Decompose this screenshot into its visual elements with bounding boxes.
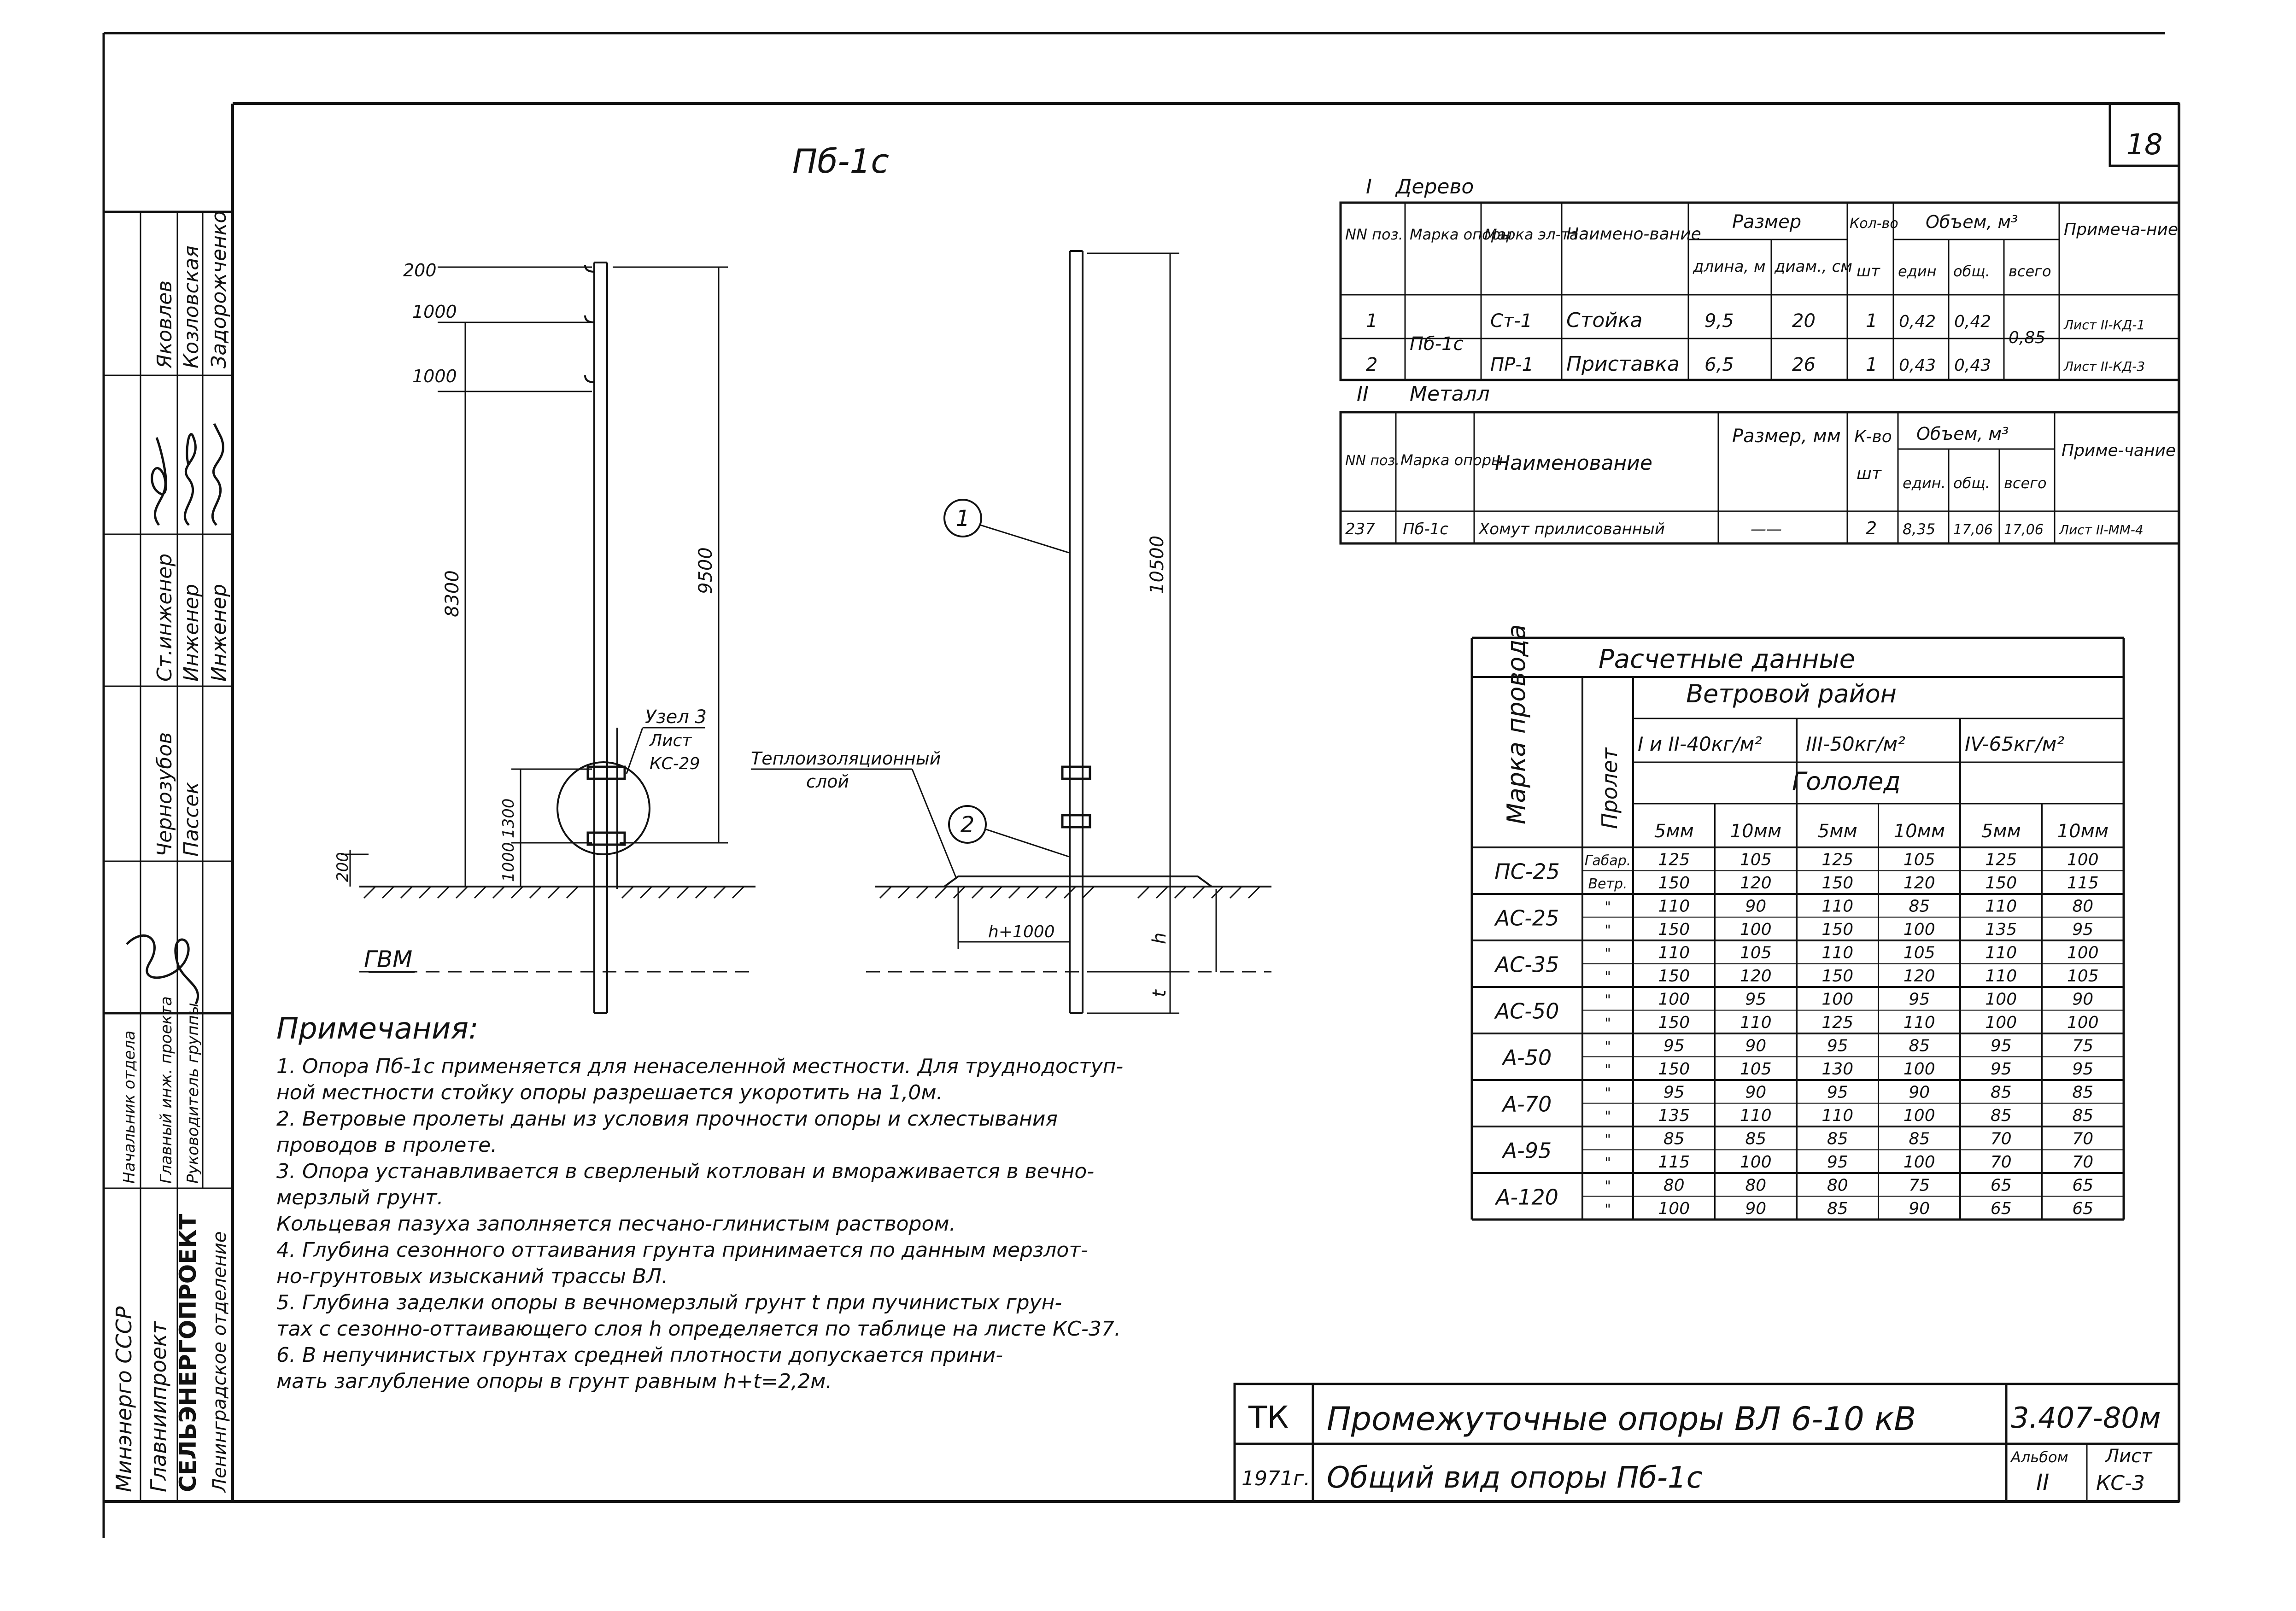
metal-h-pos: NN поз. — [1345, 453, 1400, 469]
calc-cell: 110 — [1822, 943, 1854, 963]
stamp-role-eng1: Инженер — [180, 584, 203, 682]
wood-r1-qty: 1 — [1866, 310, 1878, 332]
calc-span-type: " — [1605, 1085, 1611, 1102]
calc-cell: 150 — [1822, 967, 1854, 986]
calc-title: Расчетные данные — [1599, 644, 1856, 674]
calc-wire-ПС-25: ПС-25 — [1494, 859, 1560, 884]
note-line-11: тах с сезонно-оттаивающего слоя h определяется по таблице на листе КС-37. — [276, 1317, 1121, 1341]
calc-cell: 100 — [1903, 1153, 1935, 1172]
tb-code: ТК — [1248, 1400, 1289, 1435]
calc-span-type: " — [1605, 1016, 1611, 1032]
calc-cell: 85 — [1745, 1129, 1767, 1149]
wood-h-name: Наимено-вание — [1566, 225, 1701, 244]
stamp-role-senior: Ст.инженер — [153, 553, 176, 682]
calc-cell: 95 — [1909, 990, 1930, 1009]
callout-2: 2 — [960, 812, 975, 838]
calc-cell: 85 — [1827, 1129, 1848, 1149]
wood-h-unit: един — [1898, 263, 1937, 280]
calc-cell: 125 — [1822, 850, 1854, 870]
table-row — [1345, 518, 2144, 538]
calc-cell: 135 — [1985, 920, 2017, 939]
note-line-9: но-грунтовых изысканий трассы ВЛ. — [276, 1265, 668, 1288]
calc-cell: 90 — [1745, 1199, 1767, 1218]
stamp-ministry-2: Главниипроект — [146, 1321, 171, 1492]
calc-cell: 100 — [1903, 1106, 1935, 1125]
table-row — [1366, 309, 2145, 355]
node-sheet-code: КС-29 — [650, 754, 700, 773]
calc-cell: 70 — [2072, 1129, 2094, 1149]
node-label: Узел 3 — [645, 706, 707, 728]
stamp-ministry-1: Минэнерго СССР — [111, 1306, 136, 1492]
calc-cell: 150 — [1658, 967, 1690, 986]
note-line-1: 1. Опора Пб-1с применяется для ненаселенной местности. Для труднодоступ- — [276, 1055, 1124, 1078]
calc-cell: 115 — [2067, 874, 2099, 893]
calc-cell: 110 — [1658, 943, 1690, 963]
calc-cell: 105 — [1740, 943, 1772, 963]
wood-h-el: Марка эл-та — [1484, 226, 1579, 243]
wood-h-qty: Кол-во — [1850, 216, 1898, 232]
stamp-name-gip: Чернозубов — [153, 732, 176, 857]
metal-h-note: Приме-чание — [2062, 441, 2176, 460]
calc-ice-col-2: 10мм — [1730, 821, 1781, 842]
calc-cell: 95 — [1663, 1036, 1685, 1056]
wood-r1-el: Ст-1 — [1490, 310, 1533, 332]
wood-r1-all: 0,85 — [2009, 328, 2046, 347]
calc-span-type: " — [1605, 1155, 1611, 1171]
calc-wind-label: Ветровой район — [1686, 679, 1897, 708]
node-sheet-label: Лист — [650, 731, 692, 750]
calc-cell: 85 — [1909, 897, 1930, 916]
calc-cell: 70 — [2072, 1153, 2094, 1172]
metal-table — [1341, 382, 2179, 543]
wood-r1-name: Стойка — [1566, 309, 1643, 332]
metal-r1-pos: 237 — [1345, 520, 1375, 538]
title-block — [1235, 1384, 2179, 1501]
calc-cell: 95 — [1990, 1060, 2012, 1079]
wood-section-title: Дерево — [1396, 175, 1474, 198]
calc-span-type: " — [1605, 1132, 1611, 1148]
note-line-3: 2. Ветровые пролеты даны из условия прочности опоры и схлестывания — [276, 1107, 1058, 1131]
calc-cell: 120 — [1740, 967, 1772, 986]
calc-wire-АС-25: АС-25 — [1495, 905, 1559, 931]
note-line-6: мерзлый грунт. — [276, 1186, 444, 1209]
metal-section-title: Металл — [1410, 382, 1490, 406]
calc-cell: 85 — [1909, 1036, 1930, 1056]
dim-1000-bottom: 1000 — [499, 842, 518, 882]
calc-ice-col-1: 5мм — [1654, 821, 1694, 842]
calc-cell: 85 — [1990, 1106, 2012, 1125]
calc-cell: 90 — [2072, 990, 2094, 1009]
calc-cell: 85 — [1990, 1083, 2012, 1102]
calc-cell: 65 — [2072, 1176, 2094, 1195]
calc-wire-АС-35: АС-35 — [1495, 952, 1559, 977]
dim-1000-a: 1000 — [412, 302, 457, 322]
wood-r1-mark: Пб-1с — [1410, 333, 1464, 355]
calc-cell: 125 — [1822, 1013, 1854, 1032]
calc-cell: 100 — [1985, 990, 2017, 1009]
calc-cell: 110 — [1985, 967, 2017, 986]
calc-cell: 105 — [1903, 850, 1935, 870]
tb-album-label: Альбом — [2011, 1448, 2068, 1466]
stamp-name-eng2: Задорожченко — [207, 210, 231, 368]
dim-9500: 9500 — [695, 547, 716, 594]
calc-span-type: Ветр. — [1588, 876, 1628, 892]
wood-h-mark: Марка опоры — [1410, 226, 1512, 243]
wood-r1-diam: 20 — [1792, 310, 1816, 332]
calc-wind-group-2: III-50кг/м² — [1806, 733, 1905, 755]
calc-ice-col-4: 10мм — [1893, 821, 1945, 842]
sheet-number: 18 — [2126, 128, 2163, 161]
wood-r2-el: ПР-1 — [1490, 354, 1534, 375]
calc-wire-А-50: А-50 — [1502, 1045, 1552, 1070]
note-line-13: мать заглубление опоры в грунт равным h+t=2,2м. — [276, 1370, 832, 1393]
dim-10500: 10500 — [1147, 535, 1168, 594]
tb-title: Промежуточные опоры ВЛ 6-10 кВ — [1327, 1400, 1916, 1438]
calc-cell: 80 — [1663, 1176, 1685, 1195]
note-line-2: ной местности стойку опоры разрешается укоротить на 1,0м. — [276, 1081, 943, 1104]
wood-r2-pos: 2 — [1366, 354, 1378, 375]
calc-cell: 150 — [1658, 920, 1690, 939]
calc-wire-А-95: А-95 — [1502, 1138, 1552, 1163]
metal-r1-unit: 8,35 — [1903, 520, 1936, 538]
metal-section-no: II — [1357, 382, 1369, 406]
stamp-name-group: Пассек — [180, 782, 203, 857]
calc-cell: 95 — [1827, 1036, 1848, 1056]
metal-r1-total: 17,06 — [1953, 522, 1993, 538]
calc-cell: 150 — [1658, 1013, 1690, 1032]
tb-year: 1971г. — [1242, 1467, 1311, 1490]
metal-h-total: общ. — [1953, 474, 1990, 492]
calc-cell: 100 — [1740, 1153, 1772, 1172]
wood-r2-note: Лист II-КД-3 — [2064, 359, 2145, 374]
calc-span-type: " — [1605, 1178, 1611, 1195]
wood-table — [1341, 175, 2179, 380]
calc-ice-col-5: 5мм — [1981, 821, 2021, 842]
calc-cell: 115 — [1658, 1153, 1690, 1172]
calc-cell: 120 — [1903, 967, 1935, 986]
calc-cell: 65 — [1990, 1176, 2012, 1195]
pole-left-view — [334, 260, 756, 1013]
metal-h-qty-unit: шт — [1857, 464, 1881, 483]
wood-h-total: общ. — [1953, 263, 1990, 280]
stamp-institute: СЕЛЬЭНЕРГОПРОЕКТ — [175, 1214, 201, 1492]
wood-h-len: длина, м — [1693, 257, 1766, 276]
calc-cell: 100 — [1985, 1013, 2017, 1032]
wood-r1-total: 0,42 — [1954, 312, 1991, 331]
insulation-label-1: Теплоизоляционный — [751, 748, 941, 769]
calc-cell: 150 — [1658, 874, 1690, 893]
metal-r1-name: Хомут прилисованный — [1479, 520, 1665, 538]
metal-r1-note: Лист II-ММ-4 — [2059, 522, 2144, 537]
calc-cell: 110 — [1740, 1106, 1772, 1125]
metal-r1-size: —— — [1751, 520, 1782, 538]
calc-cell: 110 — [1903, 1013, 1935, 1032]
dim-1300: 1300 — [499, 798, 518, 838]
wood-r2-unit: 0,43 — [1899, 356, 1936, 375]
calc-cell: 110 — [1822, 897, 1854, 916]
calc-cell: 90 — [1745, 1036, 1767, 1056]
wood-r2-diam: 26 — [1792, 354, 1816, 375]
calc-cell: 135 — [1658, 1106, 1690, 1125]
calc-cell: 85 — [1909, 1129, 1930, 1149]
stamp-department: Ленинградское отделение — [209, 1231, 230, 1492]
wood-r2-len: 6,5 — [1704, 354, 1734, 375]
calc-cell: 120 — [1740, 874, 1772, 893]
calc-cell: 75 — [2072, 1036, 2094, 1056]
dim-lines-right — [955, 253, 1216, 1013]
metal-h-all: всего — [2004, 474, 2047, 492]
gvm-label: ГВМ — [364, 946, 413, 973]
metal-h-name: Наименование — [1495, 451, 1652, 475]
calc-cell: 85 — [2072, 1106, 2094, 1125]
dim-lines-left — [341, 267, 728, 887]
calc-span-type: " — [1605, 1062, 1611, 1078]
calc-cell: 95 — [1827, 1083, 1848, 1102]
calc-cell: 105 — [1903, 943, 1935, 963]
stamp-role-group: Руководитель группы — [184, 1003, 202, 1184]
calc-cell: 105 — [2067, 967, 2099, 986]
calc-cell: 95 — [2072, 1060, 2094, 1079]
tb-subtitle: Общий вид опоры Пб-1с — [1327, 1461, 1703, 1495]
wood-r1-unit: 0,42 — [1899, 312, 1936, 331]
dim-h-plus-1000: h+1000 — [988, 922, 1055, 941]
calc-cell: 85 — [2072, 1083, 2094, 1102]
calc-span-type: " — [1605, 899, 1611, 916]
calc-cell: 85 — [1663, 1129, 1685, 1149]
calc-cell: 95 — [2072, 920, 2094, 939]
calc-cell: 150 — [1658, 1060, 1690, 1079]
calc-cell: 100 — [1903, 1060, 1935, 1079]
calc-span-type: Габар. — [1584, 852, 1631, 869]
dim-200-bottom: 200 — [334, 852, 352, 882]
callout-1: 1 — [955, 506, 970, 531]
calc-cell: 100 — [2067, 1013, 2099, 1032]
calc-cell: 110 — [1985, 943, 2017, 963]
drawing-title: Пб-1с — [792, 142, 889, 181]
stamp-role-chief: Начальник отдела — [120, 1030, 139, 1184]
calc-wire-А-70: А-70 — [1502, 1092, 1552, 1117]
dim-200-top: 200 — [403, 260, 437, 280]
calc-cell: 125 — [1985, 850, 2017, 870]
note-line-8: 4. Глубина сезонного оттаивания грунта принимается по данным мерзлот- — [276, 1238, 1088, 1262]
calc-cell: 105 — [1740, 850, 1772, 870]
calc-col-mark: Марка провода — [1502, 624, 1531, 824]
calc-cell: 85 — [1827, 1199, 1848, 1218]
calc-cell: 100 — [2067, 850, 2099, 870]
stamp-name-senior: Яковлев — [153, 280, 176, 368]
calc-cell: 80 — [1827, 1176, 1848, 1195]
calc-cell: 90 — [1745, 897, 1767, 916]
notes-block — [276, 1012, 1123, 1393]
calc-cell: 150 — [1822, 920, 1854, 939]
calc-cell: 90 — [1909, 1083, 1930, 1102]
metal-r1-qty: 2 — [1866, 518, 1877, 538]
calc-cell: 80 — [2072, 897, 2094, 916]
calc-cell: 150 — [1822, 874, 1854, 893]
calc-cell: 65 — [2072, 1199, 2094, 1218]
calc-cell: 100 — [1658, 990, 1690, 1009]
pole-right-view — [751, 251, 1271, 1013]
wood-r1-pos: 1 — [1366, 310, 1378, 332]
calc-span-type: " — [1605, 1039, 1611, 1055]
calc-cell: 110 — [1740, 1013, 1772, 1032]
wood-r2-name: Приставка — [1566, 352, 1680, 376]
calc-data-table — [1472, 624, 2124, 1220]
calc-span-type: " — [1605, 1109, 1611, 1125]
wood-r2-qty: 1 — [1866, 354, 1878, 375]
calc-cell: 130 — [1822, 1060, 1854, 1079]
calc-cell: 90 — [1745, 1083, 1767, 1102]
calc-cell: 80 — [1745, 1176, 1767, 1195]
wood-h-vol: Объем, м³ — [1926, 212, 2018, 232]
calc-cell: 95 — [1663, 1083, 1685, 1102]
stamp-role-gip: Главный инж. проекта — [157, 996, 176, 1184]
calc-cell: 125 — [1658, 850, 1690, 870]
calc-cell: 110 — [1985, 897, 2017, 916]
metal-h-vol: Объем, м³ — [1916, 424, 2009, 444]
calc-ice-col-3: 5мм — [1817, 821, 1857, 842]
metal-r1-mark: Пб-1с — [1403, 520, 1449, 538]
wood-h-qty-unit: шт — [1857, 262, 1880, 280]
calc-ice-label: Гололед — [1792, 767, 1901, 796]
calc-col-span: Пролет — [1597, 747, 1622, 829]
note-line-5: 3. Опора устанавливается в сверленый котлован и вмораживается в вечно- — [276, 1160, 1095, 1183]
calc-wind-group-3: IV-65кг/м² — [1965, 733, 2065, 755]
calc-cell: 70 — [1990, 1153, 2012, 1172]
calc-cell: 120 — [1903, 874, 1935, 893]
dim-1000-b: 1000 — [412, 366, 457, 386]
wood-h-diam: диам., см — [1775, 257, 1852, 276]
wood-h-size: Размер — [1732, 211, 1802, 233]
wood-h-note: Примеча-ние — [2064, 220, 2179, 239]
calc-wire-АС-50: АС-50 — [1495, 998, 1559, 1024]
left-stamp — [104, 211, 233, 1501]
stamp-role-eng2: Инженер — [207, 584, 231, 682]
dim-t: t — [1149, 990, 1170, 997]
calc-cell: 70 — [1990, 1129, 2012, 1149]
note-line-4: проводов в пролете. — [276, 1133, 498, 1157]
calc-cell: 75 — [1909, 1176, 1930, 1195]
tb-doc-number: 3.407-80м — [2011, 1401, 2161, 1435]
tb-sheet-label: Лист — [2105, 1446, 2152, 1467]
metal-r1-all: 17,06 — [2004, 522, 2044, 538]
metal-h-size: Размер, мм — [1732, 426, 1841, 447]
metal-h-unit: един. — [1903, 474, 1946, 492]
stamp-name-eng1: Козловская — [180, 245, 203, 368]
calc-cell: 90 — [1909, 1199, 1930, 1218]
wood-r1-note: Лист II-КД-1 — [2064, 317, 2145, 333]
calc-span-type: " — [1605, 946, 1611, 962]
table-row — [1366, 352, 2145, 376]
calc-cell: 100 — [1822, 990, 1854, 1009]
calc-cell: 100 — [1740, 920, 1772, 939]
wood-r2-total: 0,43 — [1954, 356, 1991, 375]
note-line-10: 5. Глубина заделки опоры в вечномерзлый грунт t при пучинистых грун- — [276, 1291, 1062, 1314]
calc-cell: 105 — [1740, 1060, 1772, 1079]
dim-h: h — [1149, 932, 1170, 944]
calc-ice-col-6: 10мм — [2057, 821, 2109, 842]
insulation-label-2: слой — [806, 771, 849, 792]
calc-cell: 95 — [1990, 1036, 2012, 1056]
calc-cell: 100 — [2067, 943, 2099, 963]
calc-cell: 65 — [1990, 1199, 2012, 1218]
calc-span-type: " — [1605, 992, 1611, 1009]
tb-sheet: КС-3 — [2096, 1471, 2145, 1495]
calc-cell: 150 — [1985, 874, 2017, 893]
tb-album: II — [2036, 1470, 2050, 1495]
metal-h-mark: Марка опоры — [1400, 451, 1503, 469]
wood-h-all: всего — [2009, 263, 2051, 280]
calc-span-type: " — [1605, 1202, 1611, 1218]
metal-h-qty: К-во — [1854, 427, 1892, 446]
dim-8300: 8300 — [442, 570, 463, 617]
wood-r1-len: 9,5 — [1704, 310, 1734, 332]
calc-span-type: " — [1605, 969, 1611, 985]
calc-wind-group-1: I и II-40кг/м² — [1638, 733, 1762, 755]
ground-hatch-left — [364, 887, 744, 898]
calc-cell: 100 — [1903, 920, 1935, 939]
calc-wire-А-120: А-120 — [1496, 1185, 1558, 1210]
calc-cell: 95 — [1827, 1153, 1848, 1172]
notes-title: Примечания: — [276, 1012, 479, 1046]
note-line-12: 6. В непучинистых грунтах средней плотности допускается прини- — [276, 1343, 1003, 1367]
calc-span-type: " — [1605, 922, 1611, 939]
wood-section-no: I — [1366, 175, 1372, 198]
calc-cell: 100 — [1658, 1199, 1690, 1218]
note-line-7: Кольцевая пазуха заполняется песчано-глинистым раствором. — [276, 1212, 956, 1236]
calc-cell: 95 — [1745, 990, 1767, 1009]
calc-cell: 110 — [1822, 1106, 1854, 1125]
wood-h-pos: NN поз. — [1345, 226, 1403, 243]
calc-cell: 110 — [1658, 897, 1690, 916]
